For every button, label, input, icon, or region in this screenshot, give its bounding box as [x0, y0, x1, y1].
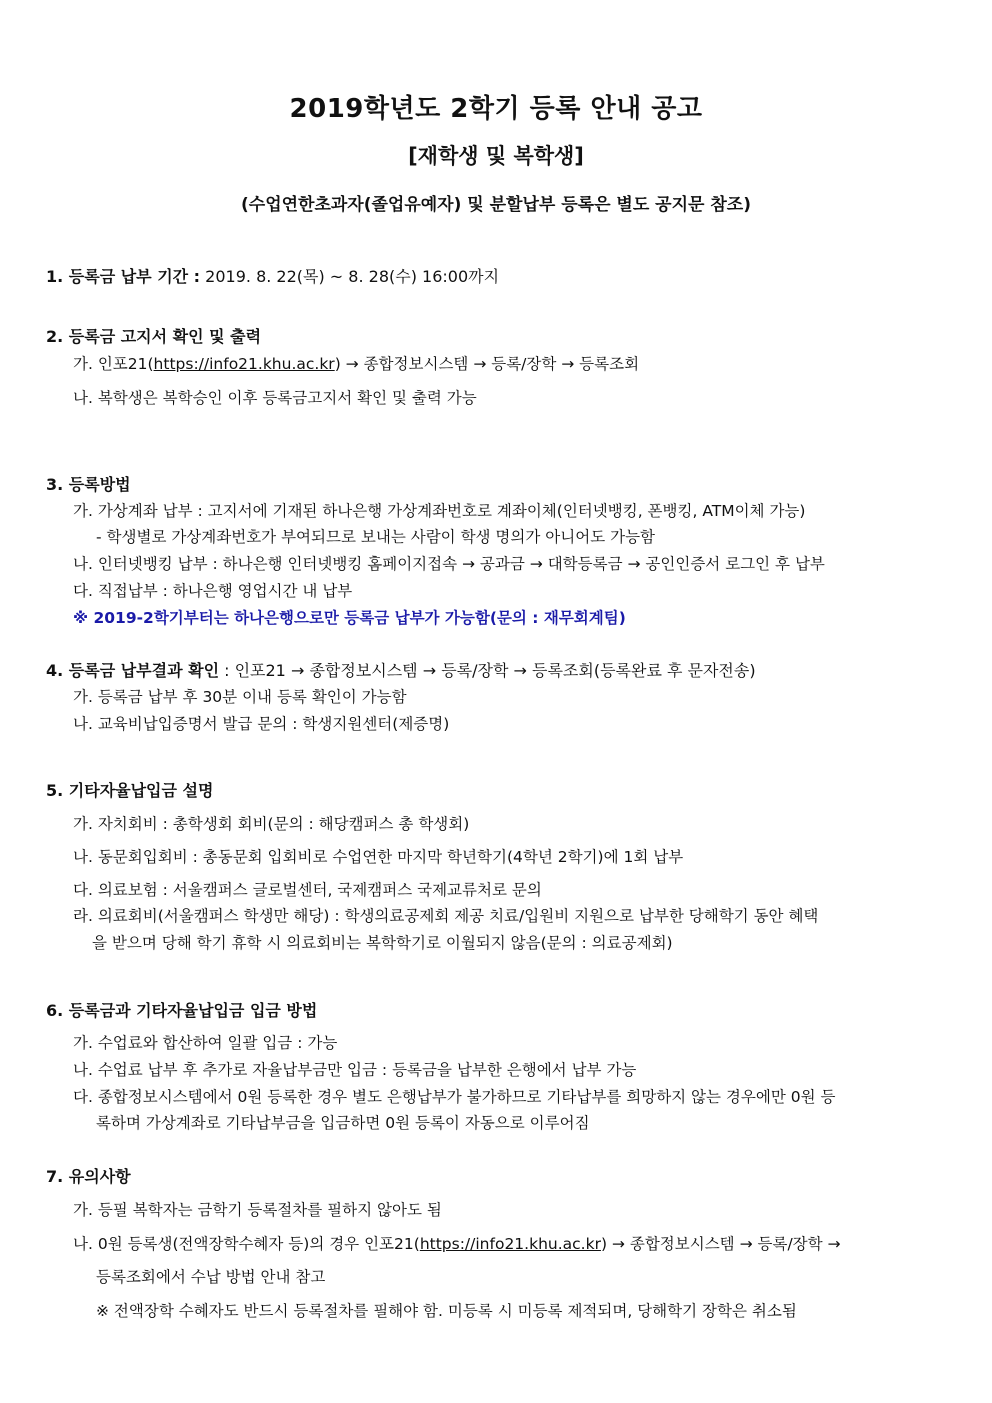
section-3-item-ga: 가. 가상계좌 납부 : 고지서에 기재된 하나은행 가상계좌번호로 계좌이체(인터넷뱅킹, 폰뱅킹, ATM이체 가능) — [73, 502, 806, 520]
section-7-item-ga: 가. 등필 복학자는 금학기 등록절차를 필하지 않아도 됨 — [73, 1201, 442, 1219]
info21-link[interactable]: https://info21.khu.ac.kr — [153, 355, 335, 373]
section-3-item-da: 다. 직접납부 : 하나은행 영업시간 내 납부 — [73, 582, 353, 600]
section-5-heading: 5. 기타자율납입금 설명 — [46, 781, 214, 800]
document-title: 2019학년도 2학기 등록 안내 공고 — [289, 94, 703, 124]
section-3-item-na: 나. 인터넷뱅킹 납부 : 하나은행 인터넷뱅킹 홈페이지접속 → 공과금 → 대학등록금 → 공인인증서 로그인 후 납부 — [73, 555, 825, 573]
section-6-item-da: 다. 종합정보시스템에서 0원 등록한 경우 별도 은행납부가 불가하므로 기타납부를 희망하지 않는 경우에만 0원 등 — [73, 1088, 836, 1106]
section-6-item-ga: 가. 수업료와 합산하여 일괄 입금 : 가능 — [73, 1034, 338, 1052]
section-3-item-ga-note: - 학생별로 가상계좌번호가 부여되므로 보내는 사람이 학생 명의가 아니어도 가능함 — [96, 528, 656, 546]
section-5-item-ra-cont: 을 받으며 당해 학기 휴학 시 의료회비는 복학학기로 이월되지 않음(문의 : 의료공제회) — [92, 934, 673, 952]
section-7-heading: 7. 유의사항 — [46, 1167, 131, 1186]
section-1-period: 2019. 8. 22(목) ~ 8. 28(수) 16:00까지 — [200, 267, 500, 286]
section-5-item-da: 다. 의료보험 : 서울캠퍼스 글로벌센터, 국제캠퍼스 국제교류처로 문의 — [73, 881, 542, 899]
section-4-item-ga: 가. 등록금 납부 후 30분 이내 등록 확인이 가능함 — [73, 688, 407, 706]
info21-link-2[interactable]: https://info21.khu.ac.kr — [419, 1235, 601, 1253]
section-7-item-na: 나. 0원 등록생(전액장학수혜자 등)의 경우 인포21(https://info21.khu.ac.kr) → 종합정보시스템 → 등록/장학 → — [73, 1235, 841, 1253]
document-subtitle: [재학생 및 복학생] — [408, 144, 584, 168]
section-4-path: : 인포21 → 종합정보시스템 → 등록/장학 → 등록조회(등록완료 후 문자전송) — [219, 661, 756, 680]
section-6-heading: 6. 등록금과 기타자율납입금 입금 방법 — [46, 1001, 318, 1020]
section-5-item-na: 나. 동문회입회비 : 총동문회 입회비로 수업연한 마지막 학년학기(4학년 2학기)에 1회 납부 — [73, 848, 684, 866]
section-2-heading: 2. 등록금 고지서 확인 및 출력 — [46, 327, 262, 346]
section-5-item-ra: 라. 의료회비(서울캠퍼스 학생만 해당) : 학생의료공제회 제공 치료/입원비 지원으로 납부한 당해학기 동안 혜택 — [73, 907, 819, 925]
section-4-item-na: 나. 교육비납입증명서 발급 문의 : 학생지원센터(제증명) — [73, 715, 450, 733]
section-3-highlight-notice: ※ 2019-2학기부터는 하나은행으로만 등록금 납부가 가능함(문의 : 재무회계팀) — [73, 609, 626, 627]
section-3-heading: 3. 등록방법 — [46, 475, 131, 494]
section-2-item-na: 나. 복학생은 복학승인 이후 등록금고지서 확인 및 출력 가능 — [73, 389, 477, 407]
section-1-heading: 1. 등록금 납부 기간 : 2019. 8. 22(목) ~ 8. 28(수) 16:00까지 — [46, 267, 500, 286]
section-2-item-ga: 가. 인포21(https://info21.khu.ac.kr) → 종합정보시스템 → 등록/장학 → 등록조회 — [73, 355, 640, 373]
section-7-item-na-cont: 등록조회에서 수납 방법 안내 참고 — [96, 1268, 326, 1286]
section-4-heading: 4. 등록금 납부결과 확인 : 인포21 → 종합정보시스템 → 등록/장학 → 등록조회(등록완료 후 문자전송) — [46, 661, 756, 680]
section-6-item-na: 나. 수업료 납부 후 추가로 자율납부금만 입금 : 등록금을 납부한 은행에서 납부 가능 — [73, 1061, 637, 1079]
section-7-warning: ※ 전액장학 수혜자도 반드시 등록절차를 필해야 함. 미등록 시 미등록 제적되며, 당해학기 장학은 취소됨 — [96, 1302, 797, 1320]
document-note: (수업연한초과자(졸업유예자) 및 분할납부 등록은 별도 공지문 참조) — [241, 195, 751, 215]
section-5-item-ga: 가. 자치회비 : 총학생회 회비(문의 : 해당캠퍼스 총 학생회) — [73, 815, 470, 833]
section-6-item-da-cont: 록하며 가상계좌로 기타납부금을 입금하면 0원 등록이 자동으로 이루어짐 — [96, 1114, 590, 1132]
